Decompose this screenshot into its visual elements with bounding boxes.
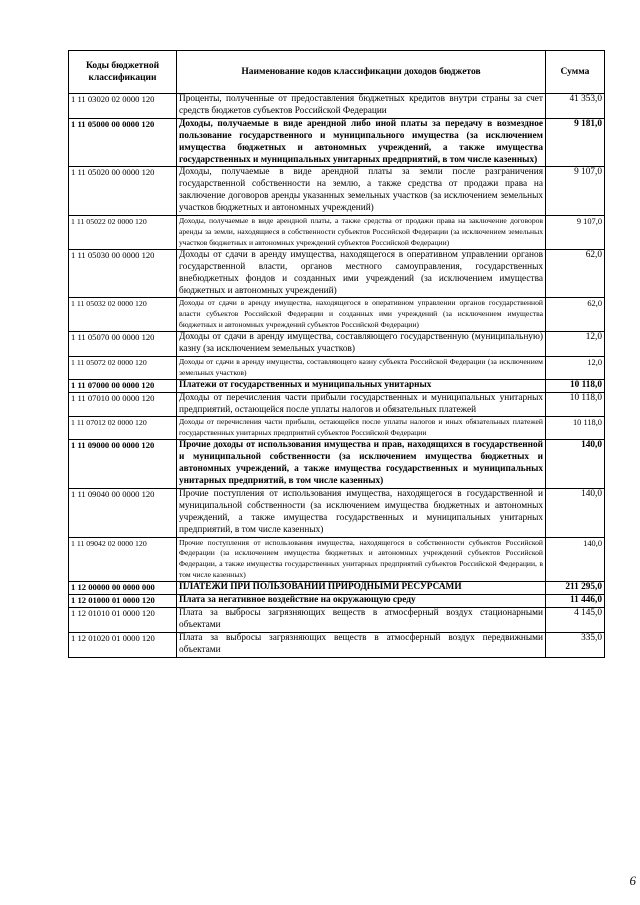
revenue-name-cell: Платежи от государственных и муниципальных унитарных: [177, 379, 546, 392]
table-header-row: [69, 51, 605, 94]
budget-code-cell: 1 11 05020 00 0000 120: [69, 167, 177, 216]
revenue-name-cell: Плата за выбросы загрязняющих веществ в атмосферный воздух передвижными объектами: [177, 632, 546, 657]
header-sum: Сумма: [546, 51, 605, 94]
budget-code-cell: 1 12 01020 01 0000 120: [69, 632, 177, 657]
revenue-name-cell: Плата за выбросы загрязняющих веществ в атмосферный воздух стационарными объектами: [177, 607, 546, 632]
revenue-name-cell: Прочие доходы от использования имущества и прав, находящихся в государственной и муниципальной собственности (за исключением имущества бюджетных и автономных учреждений, а также имущества государственных и муниципальных унитарных предприятий, в том числе казенных): [177, 440, 546, 489]
budget-code-cell: 1 12 01010 01 0000 120: [69, 607, 177, 632]
amount-cell: 140,0: [546, 440, 605, 489]
amount-cell: 62,0: [546, 298, 605, 332]
budget-code-cell: 1 11 07012 02 0000 120: [69, 417, 177, 440]
table-row: [69, 118, 605, 167]
table-row: [69, 356, 605, 379]
table-row: [69, 249, 605, 298]
table-row: [69, 216, 605, 250]
amount-cell: 140,0: [546, 488, 605, 537]
table-row: [69, 595, 605, 608]
revenue-name-cell: Прочие поступления от использования имущества, находящегося в государственной и муниципальной собственности (за исключением имущества бюджетных и автономных учреждений, а также имущества государственных и муниципальных унитарных предприятий, в том числе казенных): [177, 488, 546, 537]
revenue-name-cell: Прочие поступления от использования имущества, находящегося в собственности субъектов Российской Федерации (за исключением имущества бюджетных и автономных учреждений субъектов Российской Федерации, а также имущества государственных унитарных предприятий субъектов Российской Федерации, в том числе казенных): [177, 537, 546, 582]
amount-cell: 4 145,0: [546, 607, 605, 632]
table-row: [69, 632, 605, 657]
table-row: [69, 332, 605, 357]
budget-code-cell: 1 11 05072 02 0000 120: [69, 356, 177, 379]
revenue-name-cell: Доходы от перечисления части прибыли государственных и муниципальных унитарных предприятий, остающейся после уплаты налогов и обязательных платежей: [177, 392, 546, 417]
table-row: [69, 94, 605, 119]
budget-code-cell: 1 11 05030 00 0000 120: [69, 249, 177, 298]
amount-cell: 62,0: [546, 249, 605, 298]
table-row: [69, 392, 605, 417]
amount-cell: 12,0: [546, 356, 605, 379]
budget-code-cell: 1 11 05022 02 0000 120: [69, 216, 177, 250]
budget-income-table: [68, 50, 605, 658]
revenue-name-cell: Доходы, получаемые в виде арендной либо иной платы за передачу в возмездное пользование государственного и муниципального имущества (за исключением имущества бюджетных и автономных учреждений, а также имущества государственных и муниципальных унитарных предприятий, в том числе казенных): [177, 118, 546, 167]
amount-cell: 335,0: [546, 632, 605, 657]
revenue-name-cell: Доходы от сдачи в аренду имущества, находящегося в оперативном управлении органов государственной власти субъектов Российской Федерации и созданных ими учреждений (за исключением имущества бюджетных и автономных учреждений субъектов Российской Федерации): [177, 298, 546, 332]
budget-code-cell: 1 11 09042 02 0000 120: [69, 537, 177, 582]
budget-code-cell: 1 11 05032 02 0000 120: [69, 298, 177, 332]
revenue-name-cell: Доходы, получаемые в виде арендной платы, а также средства от продажи права на заключение договоров аренды за земли, находящиеся в собственности субъектов Российской Федерации (за исключением земельных участков бюджетных и автономных учреждений субъектов Российской Федерации): [177, 216, 546, 250]
amount-cell: 41 353,0: [546, 94, 605, 119]
amount-cell: 10 118,0: [546, 379, 605, 392]
revenue-name-cell: Доходы от перечисления части прибыли, остающейся после уплаты налогов и иных обязательных платежей государственных унитарных предприятий субъектов Российской Федерации: [177, 417, 546, 440]
budget-code-cell: 1 11 07000 00 0000 120: [69, 379, 177, 392]
amount-cell: 12,0: [546, 332, 605, 357]
revenue-name-cell: Доходы, получаемые в виде арендной платы за земли после разграничения государственной собственности на землю, а также средства от продажи права на заключение договоров аренды указанных земельных участков (за исключением земельных участков бюджетных и автономных учреждений): [177, 167, 546, 216]
amount-cell: 9 107,0: [546, 167, 605, 216]
revenue-name-cell: ПЛАТЕЖИ ПРИ ПОЛЬЗОВАНИИ ПРИРОДНЫМИ РЕСУРСАМИ: [177, 582, 546, 595]
table-row: [69, 298, 605, 332]
amount-cell: 10 118,0: [546, 417, 605, 440]
budget-code-cell: 1 11 09040 00 0000 120: [69, 488, 177, 537]
table-row: [69, 440, 605, 489]
table-row: [69, 379, 605, 392]
amount-cell: 9 181,0: [546, 118, 605, 167]
revenue-name-cell: Доходы от сдачи в аренду имущества, составляющего казну субъекта Российской Федерации (за исключением земельных участков): [177, 356, 546, 379]
revenue-name-cell: Доходы от сдачи в аренду имущества, составляющего государственную (муниципальную) казну (за исключением земельных участков): [177, 332, 546, 357]
table-row: [69, 488, 605, 537]
table-row: [69, 537, 605, 582]
budget-code-cell: 1 12 01000 01 0000 120: [69, 595, 177, 608]
budget-code-cell: 1 11 05070 00 0000 120: [69, 332, 177, 357]
header-codes: Коды бюджетной классификации: [69, 51, 177, 94]
revenue-name-cell: Проценты, полученные от предоставления бюджетных кредитов внутри страны за счет средств бюджетов субъектов Российской Федерации: [177, 94, 546, 119]
budget-code-cell: 1 11 07010 00 0000 120: [69, 392, 177, 417]
revenue-name-cell: Плата за негативное воздействие на окружающую среду: [177, 595, 546, 608]
budget-code-cell: 1 11 09000 00 0000 120: [69, 440, 177, 489]
page-number: 6: [629, 873, 636, 888]
amount-cell: 9 107,0: [546, 216, 605, 250]
table-row: [69, 167, 605, 216]
budget-code-cell: 1 11 05000 00 0000 120: [69, 118, 177, 167]
amount-cell: 11 446,0: [546, 595, 605, 608]
table-row: [69, 417, 605, 440]
amount-cell: 10 118,0: [546, 392, 605, 417]
header-name: Наименование кодов классификации доходов бюджетов: [177, 51, 546, 94]
amount-cell: 140,0: [546, 537, 605, 582]
budget-code-cell: 1 11 03020 02 0000 120: [69, 94, 177, 119]
budget-code-cell: 1 12 00000 00 0000 000: [69, 582, 177, 595]
amount-cell: 211 295,0: [546, 582, 605, 595]
table-row: [69, 607, 605, 632]
revenue-name-cell: Доходы от сдачи в аренду имущества, находящегося в оперативном управлении органов государственной власти, органов местного самоуправления, государственных внебюджетных фондов и созданных ими учреждений (за исключением имущества бюджетных и автономных учреждений): [177, 249, 546, 298]
table-row: [69, 582, 605, 595]
